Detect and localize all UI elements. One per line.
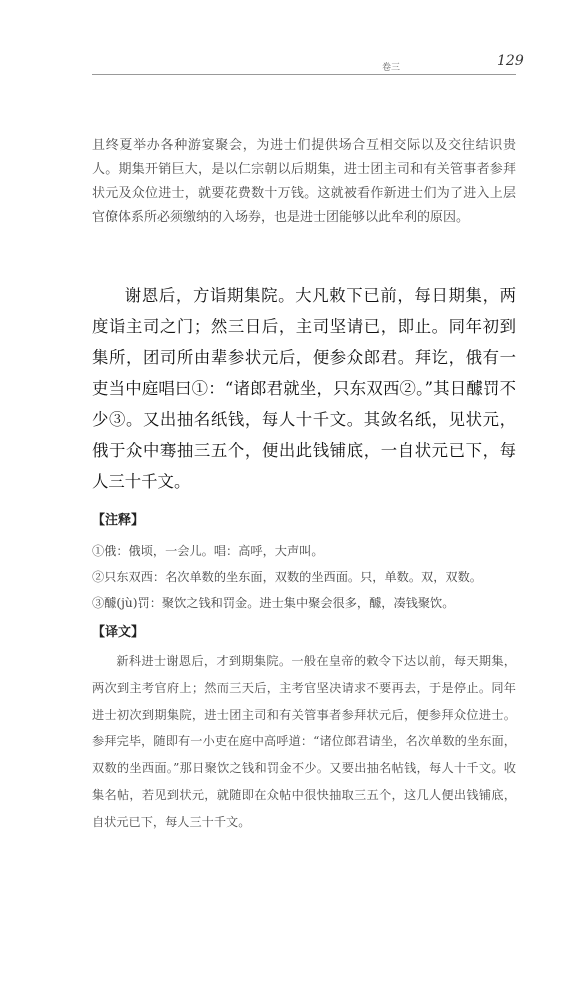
continuation-paragraph: 且终夏举办各种游宴聚会，为进士们提供场合互相交际以及交往结识贵人。期集开销巨大，是以仁宗朝以后期集，进士团主司和有关管事者参拜状元及众位进士，就要花费数十万钱。这就被看作新进士们为了进入上层官僚体系所必须缴纳的入场券，也是进士团能够以此牟利的原因。	[92, 138, 516, 225]
note-item: ③醵(jù)罚：聚饮之钱和罚金。进士集中聚会很多，醵，凑钱聚饮。	[92, 596, 455, 610]
header-rule	[92, 74, 516, 75]
running-head: 卷三	[382, 63, 401, 73]
page-number: 129	[497, 53, 524, 69]
note-item: ①俄：俄顷，一会儿。唱：高呼，大声叫。	[92, 544, 324, 558]
page-header	[0, 52, 577, 76]
note-item: ②只东双西：名次单数的坐东面，双数的坐西面。只，单数。双，双数。	[92, 570, 482, 584]
original-text-paragraph: 谢恩后，方诣期集院。大凡敕下已前，每日期集，两度诣主司之门；然三日后，主司坚请已，即止。同年初到集所，团司所由辈参状元后，便参众郎君。拜讫，俄有一吏当中庭唱曰①：“诸郎君就坐，只东双西②。”其日醵罚不少③。又出抽名纸钱，每人十千文。其敛名纸，见状元，俄于众中骞抽三五个，便出此钱铺底，一自状元已下，每人三十千文。	[92, 286, 516, 491]
translation-paragraph: 新科进士谢恩后，才到期集院。一般在皇帝的敕令下达以前，每天期集，两次到主考官府上；然而三天后，主考官坚决请求不要再去，于是停止。同年进士初次到期集院，进士团主司和有关管事者参拜状元后，便参拜众位进士。参拜完毕，随即有一小吏在庭中高呼道：“诸位郎君请坐，名次单数的坐东面，双数的坐西面。”那日聚饮之钱和罚金不少。又要出抽名帖钱，每人十千文。收集名帖，若见到状元，就随即在众帖中很快抽取三五个，这几人便出钱铺底，自状元已下，每人三十千文。	[92, 654, 516, 829]
notes-heading: 【注释】	[92, 513, 145, 528]
notes-list	[92, 538, 516, 616]
translation-heading: 【译文】	[92, 625, 145, 640]
